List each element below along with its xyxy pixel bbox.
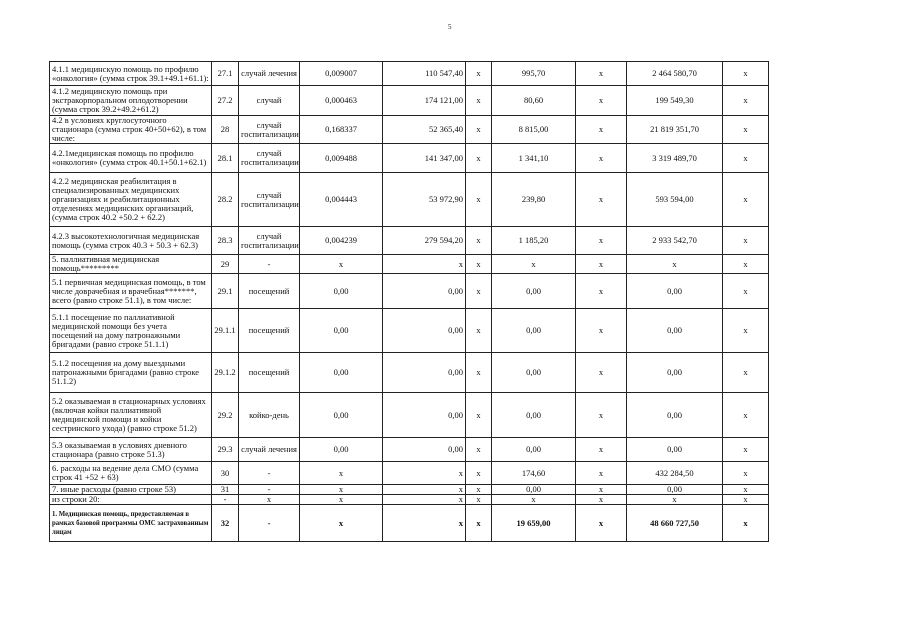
col-x-1-cell: x bbox=[466, 309, 492, 353]
col-x-2-cell: x bbox=[576, 462, 627, 485]
row-number-cell: 28 bbox=[212, 116, 239, 144]
volume-per-capita-cell: x bbox=[300, 485, 383, 495]
col-x-3-cell: x bbox=[723, 485, 769, 495]
row-name-cell: из строки 20: bbox=[50, 495, 212, 505]
cost-per-unit-cell: 279 594,20 bbox=[383, 227, 466, 255]
volume-per-capita-cell: x bbox=[300, 495, 383, 505]
unit-of-measure-cell: посещений bbox=[239, 353, 300, 393]
col-x-2-cell: x bbox=[576, 116, 627, 144]
unit-of-measure-cell: посещений bbox=[239, 274, 300, 309]
total-cost-cell: 432 284,50 bbox=[627, 462, 723, 485]
per-capita-norm-cell: 174,60 bbox=[492, 462, 576, 485]
per-capita-norm-cell: 80,60 bbox=[492, 86, 576, 116]
unit-of-measure-cell: случай лечения bbox=[239, 62, 300, 86]
cost-per-unit-cell: x bbox=[383, 485, 466, 495]
total-cost-cell: 0,00 bbox=[627, 485, 723, 495]
total-cost-cell: 0,00 bbox=[627, 393, 723, 438]
col-x-1-cell: x bbox=[466, 438, 492, 462]
row-name-cell: 5.1 первичная медицинская помощь, в том числе доврачебная и врачебная*******, всего (равно строке 51.1), в том числе: bbox=[50, 274, 212, 309]
col-x-1-cell: x bbox=[466, 62, 492, 86]
row-number-cell: 29.1.2 bbox=[212, 353, 239, 393]
row-name-cell: 5.1.1 посещение по паллиативной медицинской помощи без учета посещений на дому патронажными бригадами (равно строке 51.1.1) bbox=[50, 309, 212, 353]
row-number-cell: 31 bbox=[212, 485, 239, 495]
row-name-cell: 5.2 оказываемая в стационарных условиях (включая койки паллиативной медицинской помощи и койки сестринского ухода) (равно строке 51.2) bbox=[50, 393, 212, 438]
unit-of-measure-cell: посещений bbox=[239, 309, 300, 353]
per-capita-norm-cell: x bbox=[492, 495, 576, 505]
cost-per-unit-cell: 52 365,40 bbox=[383, 116, 466, 144]
total-cost-cell: x bbox=[627, 255, 723, 274]
col-x-2-cell: x bbox=[576, 495, 627, 505]
col-x-3-cell: x bbox=[723, 462, 769, 485]
per-capita-norm-cell: 0,00 bbox=[492, 274, 576, 309]
col-x-3-cell: x bbox=[723, 495, 769, 505]
unit-of-measure-cell: случай госпитализации bbox=[239, 116, 300, 144]
col-x-1-cell: x bbox=[466, 393, 492, 438]
table-row bbox=[50, 227, 769, 255]
cost-per-unit-cell: 0,00 bbox=[383, 309, 466, 353]
per-capita-norm-cell: 0,00 bbox=[492, 353, 576, 393]
unit-of-measure-cell: случай госпитализации bbox=[239, 227, 300, 255]
cost-per-unit-cell: 0,00 bbox=[383, 274, 466, 309]
col-x-2-cell: x bbox=[576, 86, 627, 116]
volume-per-capita-cell: 0,00 bbox=[300, 274, 383, 309]
total-cost-cell: 2 464 580,70 bbox=[627, 62, 723, 86]
per-capita-norm-cell: 239,80 bbox=[492, 173, 576, 227]
row-name-cell: 1. Медицинская помощь, предоставляемая в рамках базовой программы ОМС застрахованным лицам bbox=[50, 505, 212, 542]
unit-of-measure-cell: койко-день bbox=[239, 393, 300, 438]
row-name-cell: 4.2.1медицинская помощь по профилю «онкология» (сумма строк 40.1+50.1+62.1) bbox=[50, 144, 212, 173]
total-cost-cell: 2 933 542,70 bbox=[627, 227, 723, 255]
col-x-1-cell: x bbox=[466, 116, 492, 144]
unit-of-measure-cell: случай лечения bbox=[239, 438, 300, 462]
row-name-cell: 5.3 оказываемая в условиях дневного стационара (равно строке 51.3) bbox=[50, 438, 212, 462]
row-number-cell: 27.2 bbox=[212, 86, 239, 116]
row-name-cell: 4.1.1 медицинскую помощь по профилю «онкология» (сумма строк 39.1+49.1+61.1): bbox=[50, 62, 212, 86]
per-capita-norm-cell: 0,00 bbox=[492, 393, 576, 438]
col-x-2-cell: x bbox=[576, 274, 627, 309]
row-number-cell: 27.1 bbox=[212, 62, 239, 86]
row-name-cell: 5. паллиативная медицинская помощь********* bbox=[50, 255, 212, 274]
cost-per-unit-cell: 0,00 bbox=[383, 353, 466, 393]
col-x-1-cell: x bbox=[466, 144, 492, 173]
total-cost-cell: 0,00 bbox=[627, 353, 723, 393]
col-x-3-cell: x bbox=[723, 62, 769, 86]
volume-per-capita-cell: 0,00 bbox=[300, 309, 383, 353]
total-cost-cell: 0,00 bbox=[627, 438, 723, 462]
row-name-cell: 7. иные расходы (равно строке 53) bbox=[50, 485, 212, 495]
col-x-1-cell: x bbox=[466, 353, 492, 393]
row-name-cell: 4.2.3 высокотехнологичная медицинская помощь (сумма строк 40.3 + 50.3 + 62.3) bbox=[50, 227, 212, 255]
table-row bbox=[50, 116, 769, 144]
table-row bbox=[50, 144, 769, 173]
volume-per-capita-cell: 0,00 bbox=[300, 393, 383, 438]
unit-of-measure-cell: - bbox=[239, 255, 300, 274]
row-number-cell: 29.2 bbox=[212, 393, 239, 438]
col-x-3-cell: x bbox=[723, 393, 769, 438]
per-capita-norm-cell: 995,70 bbox=[492, 62, 576, 86]
col-x-2-cell: x bbox=[576, 353, 627, 393]
total-cost-cell: 48 660 727,50 bbox=[627, 505, 723, 542]
total-cost-cell: 593 594,00 bbox=[627, 173, 723, 227]
cost-per-unit-cell: 0,00 bbox=[383, 438, 466, 462]
row-name-cell: 6. расходы на ведение дела СМО (сумма строк 41 +52 + 63) bbox=[50, 462, 212, 485]
unit-of-measure-cell: - bbox=[239, 485, 300, 495]
table-row bbox=[50, 393, 769, 438]
col-x-1-cell: x bbox=[466, 462, 492, 485]
unit-of-measure-cell: случай госпитализации bbox=[239, 173, 300, 227]
unit-of-measure-cell: - bbox=[239, 462, 300, 485]
table-row bbox=[50, 86, 769, 116]
row-number-cell: 29 bbox=[212, 255, 239, 274]
unit-of-measure-cell: случай госпитализации bbox=[239, 144, 300, 173]
budget-table bbox=[49, 61, 769, 542]
per-capita-norm-cell: x bbox=[492, 255, 576, 274]
col-x-2-cell: x bbox=[576, 227, 627, 255]
volume-per-capita-cell: 0,000463 bbox=[300, 86, 383, 116]
col-x-1-cell: x bbox=[466, 173, 492, 227]
volume-per-capita-cell: 0,009488 bbox=[300, 144, 383, 173]
per-capita-norm-cell: 1 185,20 bbox=[492, 227, 576, 255]
cost-per-unit-cell: x bbox=[383, 505, 466, 542]
row-name-cell: 5.1.2 посещения на дому выездными патронажными бригадами (равно строке 51.1.2) bbox=[50, 353, 212, 393]
total-cost-cell: 0,00 bbox=[627, 274, 723, 309]
row-name-cell: 4.2 в условиях круглосуточного стационара (сумма строк 40+50+62), в том числе: bbox=[50, 116, 212, 144]
row-number-cell: 29.3 bbox=[212, 438, 239, 462]
col-x-2-cell: x bbox=[576, 393, 627, 438]
volume-per-capita-cell: 0,009007 bbox=[300, 62, 383, 86]
table-row bbox=[50, 353, 769, 393]
row-number-cell: - bbox=[212, 495, 239, 505]
volume-per-capita-cell: 0,004443 bbox=[300, 173, 383, 227]
cost-per-unit-cell: 174 121,00 bbox=[383, 86, 466, 116]
row-number-cell: 29.1 bbox=[212, 274, 239, 309]
per-capita-norm-cell: 0,00 bbox=[492, 438, 576, 462]
total-cost-cell: 0,00 bbox=[627, 309, 723, 353]
col-x-2-cell: x bbox=[576, 485, 627, 495]
row-number-cell: 28.3 bbox=[212, 227, 239, 255]
col-x-1-cell: x bbox=[466, 227, 492, 255]
table-row bbox=[50, 255, 769, 274]
col-x-3-cell: x bbox=[723, 227, 769, 255]
unit-of-measure-cell: - bbox=[239, 505, 300, 542]
col-x-3-cell: x bbox=[723, 438, 769, 462]
per-capita-norm-cell: 1 341,10 bbox=[492, 144, 576, 173]
table-row bbox=[50, 505, 769, 542]
volume-per-capita-cell: 0,168337 bbox=[300, 116, 383, 144]
col-x-3-cell: x bbox=[723, 144, 769, 173]
table-row bbox=[50, 495, 769, 505]
volume-per-capita-cell: x bbox=[300, 505, 383, 542]
table-row bbox=[50, 309, 769, 353]
col-x-2-cell: x bbox=[576, 62, 627, 86]
row-number-cell: 28.2 bbox=[212, 173, 239, 227]
table-row bbox=[50, 62, 769, 86]
total-cost-cell: 21 819 351,70 bbox=[627, 116, 723, 144]
col-x-2-cell: x bbox=[576, 309, 627, 353]
col-x-2-cell: x bbox=[576, 144, 627, 173]
col-x-3-cell: x bbox=[723, 86, 769, 116]
volume-per-capita-cell: x bbox=[300, 255, 383, 274]
cost-per-unit-cell: 53 972,90 bbox=[383, 173, 466, 227]
col-x-1-cell: x bbox=[466, 485, 492, 495]
per-capita-norm-cell: 19 659,00 bbox=[492, 505, 576, 542]
total-cost-cell: 3 319 489,70 bbox=[627, 144, 723, 173]
col-x-3-cell: x bbox=[723, 353, 769, 393]
col-x-2-cell: x bbox=[576, 505, 627, 542]
col-x-1-cell: x bbox=[466, 255, 492, 274]
total-cost-cell: x bbox=[627, 495, 723, 505]
cost-per-unit-cell: 141 347,00 bbox=[383, 144, 466, 173]
col-x-3-cell: x bbox=[723, 505, 769, 542]
cost-per-unit-cell: x bbox=[383, 495, 466, 505]
volume-per-capita-cell: x bbox=[300, 462, 383, 485]
col-x-1-cell: x bbox=[466, 86, 492, 116]
row-number-cell: 28.1 bbox=[212, 144, 239, 173]
col-x-1-cell: x bbox=[466, 274, 492, 309]
row-number-cell: 32 bbox=[212, 505, 239, 542]
table-row bbox=[50, 462, 769, 485]
cost-per-unit-cell: x bbox=[383, 462, 466, 485]
col-x-2-cell: x bbox=[576, 255, 627, 274]
table-row bbox=[50, 485, 769, 495]
row-name-cell: 4.1.2 медицинскую помощь при экстракорпоральном оплодотворении (сумма строк 39.2+49.2+61.2) bbox=[50, 86, 212, 116]
col-x-3-cell: x bbox=[723, 173, 769, 227]
col-x-2-cell: x bbox=[576, 438, 627, 462]
unit-of-measure-cell: случай bbox=[239, 86, 300, 116]
table-row bbox=[50, 438, 769, 462]
col-x-3-cell: x bbox=[723, 309, 769, 353]
col-x-3-cell: x bbox=[723, 116, 769, 144]
per-capita-norm-cell: 0,00 bbox=[492, 309, 576, 353]
row-number-cell: 30 bbox=[212, 462, 239, 485]
col-x-2-cell: x bbox=[576, 173, 627, 227]
per-capita-norm-cell: 0,00 bbox=[492, 485, 576, 495]
col-x-3-cell: x bbox=[723, 255, 769, 274]
page-number: 5 bbox=[448, 23, 452, 31]
col-x-1-cell: x bbox=[466, 495, 492, 505]
table-row bbox=[50, 173, 769, 227]
table-row bbox=[50, 274, 769, 309]
cost-per-unit-cell: 0,00 bbox=[383, 393, 466, 438]
row-name-cell: 4.2.2 медицинская реабилитация в специализированных медицинских организациях и реабилитационных отделениях медицинских организаций, (сумма строк 40.2 +50.2 + 62.2) bbox=[50, 173, 212, 227]
total-cost-cell: 199 549,30 bbox=[627, 86, 723, 116]
cost-per-unit-cell: x bbox=[383, 255, 466, 274]
col-x-1-cell: x bbox=[466, 505, 492, 542]
col-x-3-cell: x bbox=[723, 274, 769, 309]
volume-per-capita-cell: 0,00 bbox=[300, 353, 383, 393]
volume-per-capita-cell: 0,00 bbox=[300, 438, 383, 462]
per-capita-norm-cell: 8 815,00 bbox=[492, 116, 576, 144]
row-number-cell: 29.1.1 bbox=[212, 309, 239, 353]
cost-per-unit-cell: 110 547,40 bbox=[383, 62, 466, 86]
unit-of-measure-cell: x bbox=[239, 495, 300, 505]
volume-per-capita-cell: 0,004239 bbox=[300, 227, 383, 255]
